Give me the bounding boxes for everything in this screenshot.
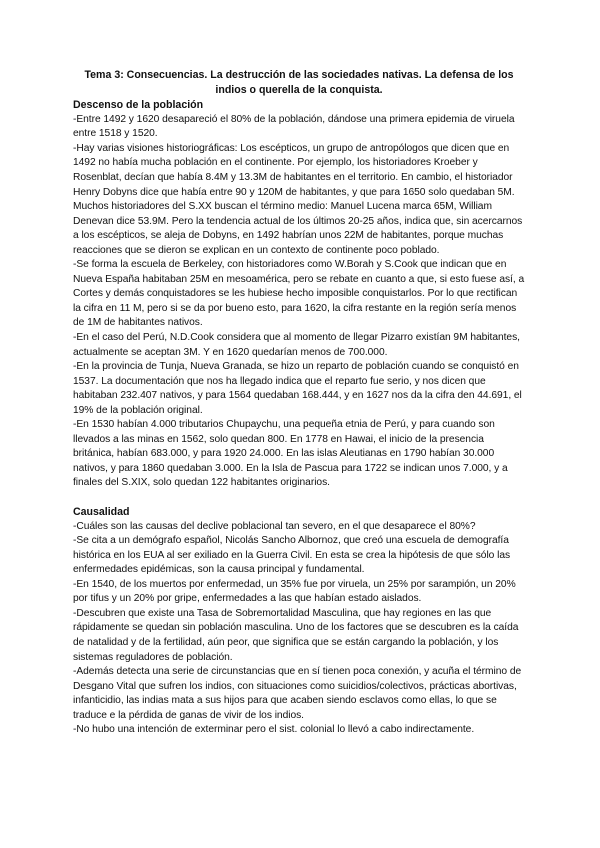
paragraph: -Cuáles son las causas del declive poblacional tan severo, en el que desaparece el 80%?: [73, 520, 476, 532]
document-title: Tema 3: Consecuencias. La destrucción de las sociedades nativas. La defensa de los indios o querella de la conquista.: [84, 69, 514, 96]
paragraph: -Entre 1492 y 1620 desapareció el 80% de la población, dándose una primera epidemia de viruela entre 1518 y 1520.: [73, 113, 515, 140]
paragraph: -En el caso del Perú, N.D.Cook considera que al momento de llegar Pizarro existían 9M habitantes, actualmente se aceptan 3M. Y en 1620 quedarían menos de 700.000.: [73, 331, 520, 358]
paragraph: -En la provincia de Tunja, Nueva Granada, se hizo un reparto de población cuando se conquistó en 1537. La documentación que nos ha llegado indica que el reparto fue serio, y nos dicen que habitaban 232.407 nativos, y para 1564 quedaban 168.444, y en 1627 nos da la cifra den 44.691, el 19% de la población original.: [73, 361, 522, 416]
paragraph: -Descubren que existe una Tasa de Sobremortalidad Masculina, que hay regiones en las que rápidamente se quedan sin población masculina. Uno de los factores que se descubren es la caída de natalidad y de la fertilidad, aún peor, que significa que se están cargando la población, y los sistemas reguladores de población.: [73, 607, 519, 663]
paragraph: -Se forma la escuela de Berkeley, con historiadores como W.Borah y S.Cook que indican que en Nueva España habitaban 25M en mesoamérica, pero se rebate en cuanto a que, si esto fuese así, a Cortes y demás conquistadores se les hubiese hecho imposible conquistarlos. Por lo que rectifican la cifra en 11 M, pero si se da por bueno esto, para 1620, la cifra restante en la región sería menos de 1M de habitantes nativos.: [73, 259, 525, 329]
paragraph: -No hubo una intención de exterminar pero el sist. colonial lo llevó a cabo indirectamente.: [73, 724, 475, 736]
section-causalidad: [73, 505, 525, 738]
paragraph: -En 1530 habían 4.000 tributarios Chupaychu, una pequeña etnia de Perú, y para cuando son llevados a las minas en 1562, solo quedan 800. En 1778 en Hawai, el inicio de la presencia británica, habían 683.000, y para 1920 24.000. En las islas Aleutianas en 1790 habían 30.000 nativos, y para 1860 quedaban 3.000. En la Isla de Pascua para 1722 se indican unos 7.000, y a finales del S.XIX, solo quedan 122 habitantes originarios.: [73, 419, 508, 489]
section-heading: Causalidad: [73, 506, 130, 518]
section-heading: Descenso de la población: [73, 99, 204, 112]
paragraph: -Además detecta una serie de circunstancias que en sí tienen poca conexión, y acuña el término de Desgano Vital que sufren los indios, con situaciones como suicidios/colectivos, prácticas abortivas, infanticidio, las indias mata a sus hijos para que acaben siendo esclavos como ellas, lo que se traduce e la pérdida de ganas de vivir de los indios.: [73, 666, 522, 721]
paragraph: -Hay varias visiones historiográficas: Los escépticos, un grupo de antropólogos que dicen que en 1492 no había mucha población en el continente. Por ejemplo, los historiadores Kroeber y Rosenblat, decían que había 8.4M y 13.3M de habitantes en el territorio. En cambio, el historiador Henry Dobyns dice que había entre 90 y 120M de habitantes, y que para 1650 solo quedaban 5M. Muchos historiadores del S.XX buscan el término medio: Manuel Lucena marca 65M, William Denevan dice 53.9M. Pero la tendencia actual de los últimos 20-25 años, indica que, sin acercarnos a los escépticos, se aleja de Dobyns, en 1492 habrían unos 22M de habitantes, porque muchas reacciones que se dieron se explican en un contexto de continente poco poblado.: [73, 142, 523, 256]
document-page: [73, 68, 525, 738]
paragraph: -Se cita a un demógrafo español, Nicolás Sancho Albornoz, que creó una escuela de demografía histórica en los EUA al ser exiliado en la Guerra Civil. En esta se crea la hipótesis de que sólo las enfermedades epidémicas, son la causa principal y fundamental.: [73, 535, 511, 576]
paragraph: -En 1540, de los muertos por enfermedad, un 35% fue por viruela, un 25% por sarampión, un 20% por tifus y un 20% por gripe, enfermedades a las que habían estado aislados.: [73, 578, 516, 605]
section-descenso-poblacion: [73, 98, 525, 491]
